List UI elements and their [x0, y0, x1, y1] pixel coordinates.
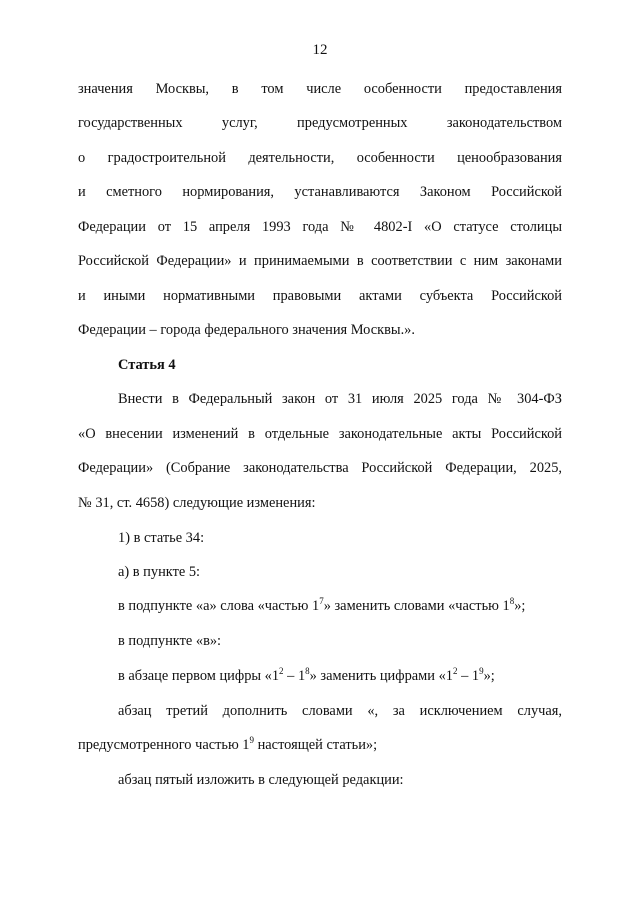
text-line: значения Москвы, в том числе особенности предоставления [78, 81, 562, 97]
list-item: 1) в статье 34: [118, 530, 205, 546]
text-fragment: » заменить цифрами «1 [309, 668, 453, 684]
superscript: 7 [319, 596, 324, 607]
text-line: и сметного нормирования, устанавливаются Законом Российской [78, 184, 562, 200]
text-line: Внести в Федеральный закон от 31 июля 2025 года № 304-ФЗ [118, 391, 562, 407]
article-heading: Статья 4 [118, 357, 176, 373]
superscript: 2 [279, 666, 284, 677]
text-line [118, 666, 495, 686]
text-line: Федерации – города федерального значения Москвы.». [78, 322, 415, 338]
text-line: «О внесении изменений в отдельные законодательные акты Российской [78, 426, 562, 442]
superscript: 9 [249, 735, 254, 746]
text-line: и иными нормативными правовыми актами субъекта Российской [78, 288, 562, 304]
page-number: 12 [312, 42, 328, 58]
text-fragment: » заменить словами «частью 1 [323, 598, 510, 614]
text-line: Федерации» (Собрание законодательства Российской Федерации, 2025, [78, 460, 562, 476]
superscript: 8 [305, 666, 310, 677]
text-fragment: предусмотренного частью 1 [78, 737, 250, 753]
text-line: Российской Федерации» и принимаемыми в соответствии с ним законами [78, 253, 562, 269]
text-fragment: »; [514, 598, 526, 614]
text-line: № 31, ст. 4658) следующие изменения: [78, 495, 316, 511]
text-line: абзац третий дополнить словами «, за исключением случая, [118, 703, 562, 719]
text-line: государственных услуг, предусмотренных законодательством [78, 115, 562, 131]
text-line [78, 735, 377, 755]
text-fragment: в подпункте «а» слова «частью 1 [118, 598, 320, 614]
text-fragment: – 1 [283, 668, 306, 684]
text-fragment: – 1 [457, 668, 480, 684]
list-item: а) в пункте 5: [118, 564, 201, 580]
text-line: о градостроительной деятельности, особенности ценообразования [78, 150, 562, 166]
text-line [118, 596, 525, 616]
superscript: 8 [509, 596, 515, 607]
text-fragment: в абзаце первом цифры «1 [118, 668, 280, 684]
superscript: 9 [479, 666, 484, 677]
text-line: в подпункте «в»: [118, 633, 222, 649]
superscript: 2 [452, 666, 458, 677]
text-line: Федерации от 15 апреля 1993 года № 4802-I «О статусе столицы [78, 219, 562, 235]
text-line: абзац пятый изложить в следующей редакции: [118, 772, 404, 788]
text-fragment: настоящей статьи»; [254, 737, 378, 753]
text-fragment: »; [483, 668, 495, 684]
